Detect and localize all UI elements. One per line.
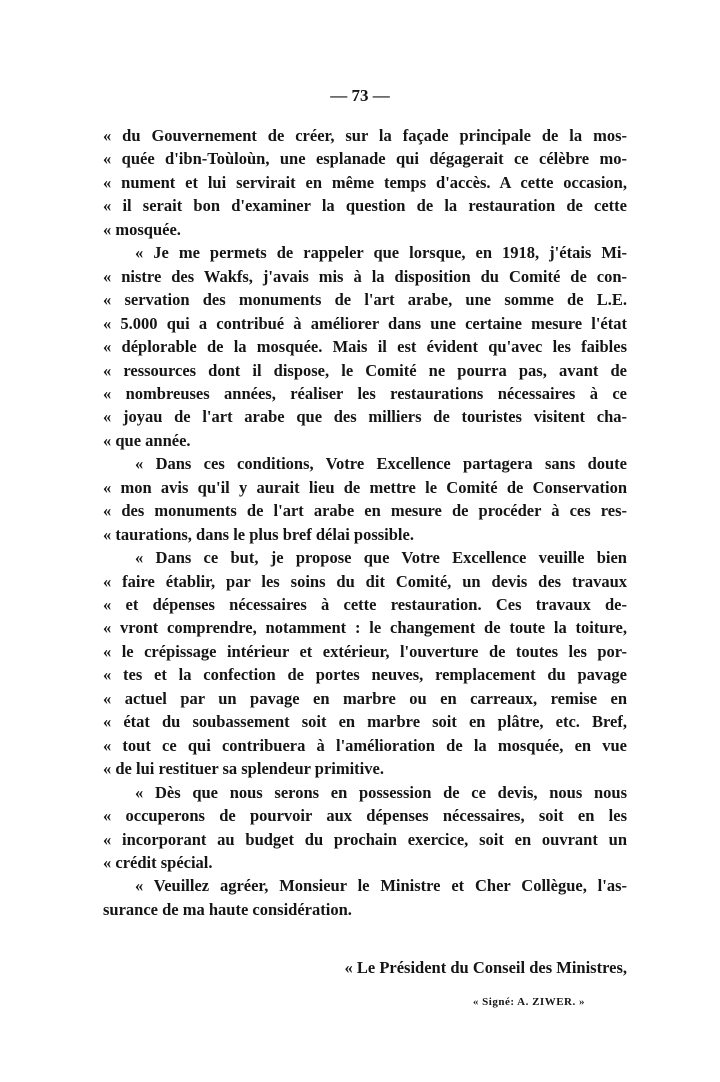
text-line: « déplorable de la mosquée. Mais il est évident qu'avec les faibles bbox=[103, 337, 627, 357]
text-line: « occuperons de pourvoir aux dépenses nécessaires, soit en les bbox=[103, 806, 627, 826]
text-line: « crédit spécial. bbox=[103, 852, 213, 872]
text-line: « taurations, dans le plus bref délai possible. bbox=[103, 524, 414, 544]
text-line: surance de ma haute considération. bbox=[103, 899, 352, 919]
closing-title-line: « Le Président du Conseil des Ministres, bbox=[344, 958, 627, 977]
text-line: « que année. bbox=[103, 430, 191, 450]
text-line: « ressources dont il dispose, le Comité ne pourra pas, avant de bbox=[103, 360, 627, 380]
text-line: « Veuillez agréer, Monsieur le Ministre et Cher Collègue, l'as- bbox=[135, 876, 627, 896]
text-line: « du Gouvernement de créer, sur la façade principale de la mos- bbox=[103, 126, 627, 145]
text-line: « quée d'ibn-Toùloùn, une esplanade qui dégagerait ce célèbre mo- bbox=[103, 149, 627, 169]
text-line: « Dans ces conditions, Votre Excellence partagera sans doute bbox=[135, 454, 627, 474]
text-line: « tes et la confection de portes neuves, remplacement du pavage bbox=[103, 665, 627, 685]
text-line: « Dans ce but, je propose que Votre Excellence veuille bien bbox=[135, 548, 627, 568]
text-line: « mosquée. bbox=[103, 219, 181, 239]
text-line: « 5.000 qui a contribué à améliorer dans une certaine mesure l'état bbox=[103, 313, 627, 333]
text-line: « Je me permets de rappeler que lorsque, en 1918, j'étais Mi- bbox=[135, 243, 627, 263]
text-line: « servation des monuments de l'art arabe, une somme de L.E. bbox=[103, 290, 627, 310]
page-number: — 73 — bbox=[330, 86, 390, 105]
text-line: « faire établir, par les soins du dit Comité, un devis des travaux bbox=[103, 571, 627, 591]
text-line: « incorporant au budget du prochain exercice, soit en ouvrant un bbox=[103, 829, 627, 849]
text-line: « et dépenses nécessaires à cette restauration. Ces travaux de- bbox=[103, 595, 627, 614]
text-line: « de lui restituer sa splendeur primitive. bbox=[103, 759, 384, 779]
text-line: « le crépissage intérieur et extérieur, l'ouverture de toutes les por- bbox=[103, 641, 627, 661]
text-line: « joyau de l'art arabe que des milliers de touristes visitent cha- bbox=[103, 407, 627, 427]
text-line: « mon avis qu'il y aurait lieu de mettre le Comité de Conservation bbox=[103, 477, 627, 497]
text-line: « tout ce qui contribuera à l'amélioration de la mosquée, en vue bbox=[103, 735, 627, 755]
signature-line: « Signé: A. ZIWER. » bbox=[472, 996, 585, 1008]
text-line: « nombreuses années, réaliser les restaurations nécessaires à ce bbox=[103, 383, 627, 403]
text-line: « il serait bon d'examiner la question de la restauration de cette bbox=[103, 196, 627, 216]
text-line: « Dès que nous serons en possession de ce devis, nous nous bbox=[135, 782, 627, 802]
text-line: « nistre des Wakfs, j'avais mis à la disposition du Comité de con- bbox=[103, 266, 627, 286]
text-line: « nument et lui servirait en même temps d'accès. A cette occasion, bbox=[103, 172, 627, 192]
text-line: « état du soubassement soit en marbre soit en plâtre, etc. Bref, bbox=[103, 712, 627, 732]
text-line: « actuel par un pavage en marbre ou en carreaux, remise en bbox=[103, 688, 627, 708]
text-line: « des monuments de l'art arabe en mesure de procéder à ces res- bbox=[103, 501, 627, 521]
text-line: « vront comprendre, notamment : le changement de toute la toiture, bbox=[103, 618, 627, 638]
